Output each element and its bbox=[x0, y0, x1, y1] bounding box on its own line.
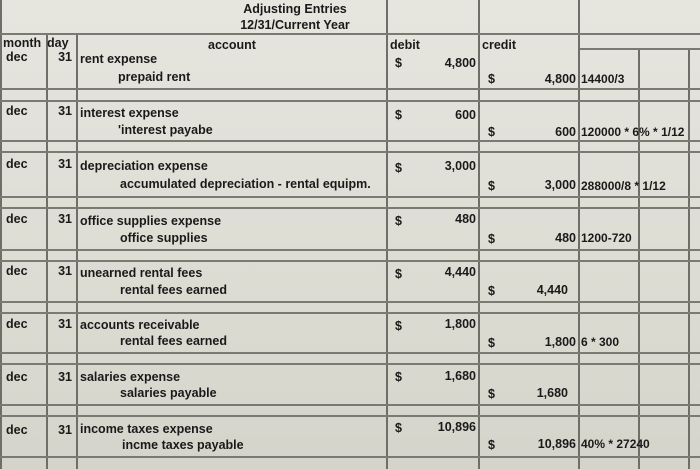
credit-dollar-cell[interactable]: $ bbox=[488, 125, 495, 139]
grid-line bbox=[0, 207, 700, 209]
credit-amount-cell[interactable]: 10,896 bbox=[537, 437, 576, 451]
debit-amount-cell[interactable]: 1,680 bbox=[444, 369, 476, 383]
credit-dollar-cell[interactable]: $ bbox=[488, 438, 495, 452]
credit-account-cell[interactable]: 'interest payabe bbox=[118, 123, 213, 137]
month-cell[interactable]: dec bbox=[6, 264, 28, 278]
grid-line bbox=[0, 352, 700, 354]
credit-dollar-cell[interactable]: $ bbox=[488, 387, 495, 401]
month-cell[interactable]: dec bbox=[6, 423, 28, 437]
month-cell[interactable]: dec bbox=[6, 104, 28, 118]
debit-account-cell[interactable]: interest expense bbox=[80, 106, 179, 120]
grid-line bbox=[578, 0, 580, 469]
debit-amount-cell[interactable]: 4,440 bbox=[444, 265, 476, 279]
credit-account-cell[interactable]: rental fees earned bbox=[120, 283, 227, 297]
debit-dollar-cell[interactable]: $ bbox=[395, 370, 402, 384]
credit-account-cell[interactable]: accumulated depreciation - rental equipm. bbox=[120, 177, 371, 191]
debit-account-cell[interactable]: accounts receivable bbox=[80, 318, 200, 332]
note-cell[interactable]: 6 * 300 bbox=[581, 335, 620, 349]
month-cell[interactable]: dec bbox=[6, 317, 28, 331]
day-cell[interactable]: 31 bbox=[58, 370, 72, 384]
column-header-debit[interactable]: debit bbox=[390, 38, 420, 52]
debit-dollar-cell[interactable]: $ bbox=[395, 108, 402, 122]
debit-account-cell[interactable]: income taxes expense bbox=[80, 422, 213, 436]
grid-line bbox=[0, 140, 700, 142]
grid-line bbox=[0, 301, 700, 303]
note-cell[interactable]: 40% * 27240 bbox=[581, 437, 650, 451]
grid-line bbox=[0, 100, 700, 102]
note-cell[interactable]: 1200-720 bbox=[581, 231, 632, 245]
column-header-account[interactable]: account bbox=[208, 38, 256, 52]
credit-amount-cell[interactable]: 480 bbox=[555, 231, 576, 245]
debit-amount-cell[interactable]: 480 bbox=[455, 212, 476, 226]
grid-line bbox=[0, 151, 700, 153]
debit-dollar-cell[interactable]: $ bbox=[395, 319, 402, 333]
note-cell[interactable]: 14400/3 bbox=[581, 72, 625, 86]
credit-dollar-cell[interactable]: $ bbox=[488, 232, 495, 246]
credit-dollar-cell[interactable]: $ bbox=[488, 179, 495, 193]
debit-amount-cell[interactable]: 4,800 bbox=[444, 56, 476, 70]
debit-amount-cell[interactable]: 10,896 bbox=[437, 420, 476, 434]
day-cell[interactable]: 31 bbox=[58, 423, 72, 437]
debit-dollar-cell[interactable]: $ bbox=[395, 214, 402, 228]
debit-dollar-cell[interactable]: $ bbox=[395, 421, 402, 435]
grid-line bbox=[0, 260, 700, 262]
month-cell[interactable]: dec bbox=[6, 212, 28, 226]
grid-line bbox=[0, 88, 700, 90]
sheet-date: 12/31/Current Year bbox=[240, 18, 350, 32]
column-header-credit[interactable]: credit bbox=[482, 38, 517, 52]
debit-amount-cell[interactable]: 3,000 bbox=[444, 159, 476, 173]
grid-line bbox=[0, 249, 700, 251]
credit-account-cell[interactable]: incme taxes payable bbox=[122, 438, 244, 452]
credit-dollar-cell[interactable]: $ bbox=[488, 336, 495, 350]
credit-amount-cell[interactable]: 1,800 bbox=[544, 335, 576, 349]
day-cell[interactable]: 31 bbox=[58, 264, 72, 278]
note-cell[interactable]: 288000/8 * 1/12 bbox=[581, 179, 666, 193]
debit-account-cell[interactable]: salaries expense bbox=[80, 370, 181, 384]
debit-account-cell[interactable]: rent expense bbox=[80, 52, 158, 66]
credit-account-cell[interactable]: prepaid rent bbox=[118, 70, 191, 84]
grid-line bbox=[386, 0, 388, 469]
debit-amount-cell[interactable]: 1,800 bbox=[444, 317, 476, 331]
day-cell[interactable]: 31 bbox=[58, 104, 72, 118]
day-cell[interactable]: 31 bbox=[58, 212, 72, 226]
month-cell[interactable]: dec bbox=[6, 50, 28, 64]
grid-line bbox=[478, 0, 480, 469]
credit-amount-cell[interactable]: 3,000 bbox=[544, 178, 576, 192]
credit-amount-cell[interactable]: 4,800 bbox=[544, 72, 576, 86]
debit-dollar-cell[interactable]: $ bbox=[395, 267, 402, 281]
day-cell[interactable]: 31 bbox=[58, 317, 72, 331]
debit-amount-cell[interactable]: 600 bbox=[455, 108, 476, 122]
credit-account-cell[interactable]: salaries payable bbox=[120, 386, 217, 400]
day-cell[interactable]: 31 bbox=[58, 157, 72, 171]
credit-amount-cell[interactable]: 1,680 bbox=[536, 386, 568, 400]
credit-dollar-cell[interactable]: $ bbox=[488, 72, 495, 86]
grid-line bbox=[0, 312, 700, 314]
debit-account-cell[interactable]: depreciation expense bbox=[80, 159, 208, 173]
credit-account-cell[interactable]: office supplies bbox=[120, 231, 208, 245]
credit-amount-cell[interactable]: 4,440 bbox=[536, 283, 568, 297]
month-cell[interactable]: dec bbox=[6, 370, 28, 384]
grid-line bbox=[0, 415, 700, 417]
column-header-day[interactable]: day bbox=[47, 36, 69, 50]
column-header-month[interactable]: month bbox=[3, 36, 42, 50]
grid-line bbox=[580, 48, 700, 50]
debit-account-cell[interactable]: office supplies expense bbox=[80, 214, 222, 228]
debit-dollar-cell[interactable]: $ bbox=[395, 56, 402, 70]
month-cell[interactable]: dec bbox=[6, 157, 28, 171]
grid-line bbox=[0, 196, 700, 198]
credit-dollar-cell[interactable]: $ bbox=[488, 284, 495, 298]
grid-line bbox=[0, 363, 700, 365]
day-cell[interactable]: 31 bbox=[58, 50, 72, 64]
credit-amount-cell[interactable]: 600 bbox=[555, 125, 576, 139]
grid-line bbox=[0, 456, 700, 458]
grid-line bbox=[0, 404, 700, 406]
debit-account-cell[interactable]: unearned rental fees bbox=[80, 266, 203, 280]
grid-line bbox=[0, 0, 2, 469]
grid-line bbox=[0, 33, 700, 35]
credit-account-cell[interactable]: rental fees earned bbox=[120, 334, 227, 348]
note-cell[interactable]: 120000 * 6% * 1/12 bbox=[581, 125, 685, 139]
sheet-title: Adjusting Entries bbox=[243, 2, 347, 16]
debit-dollar-cell[interactable]: $ bbox=[395, 161, 402, 175]
